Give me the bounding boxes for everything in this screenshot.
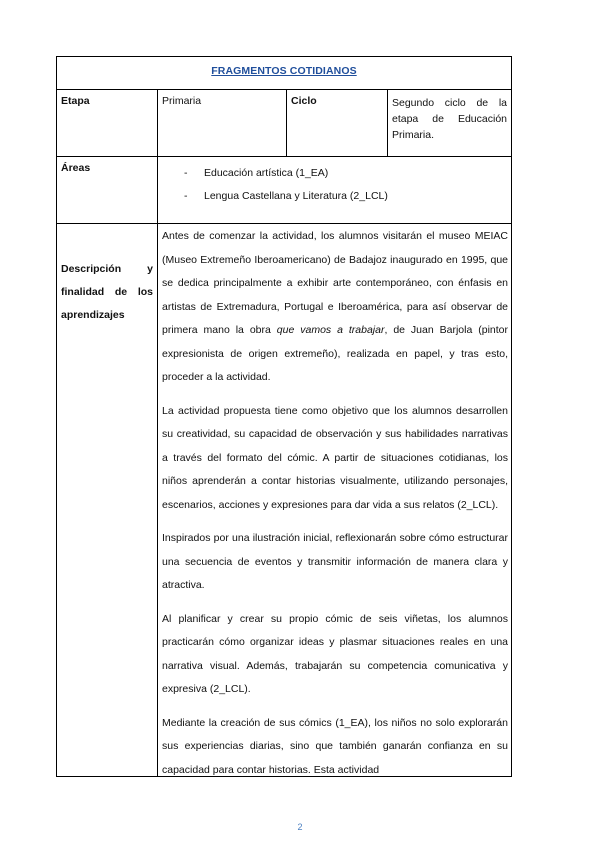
paragraph-1-text-end: , de Juan Barjola (pintor expresionista de origen extremeño), realizada en papel, y tras esto, proceder a la actividad. xyxy=(162,324,508,383)
areas-row xyxy=(57,157,512,224)
area-item: - Educación artística (1_EA) xyxy=(184,162,507,185)
descripcion-label: Descripción y finalidad de los aprendizajes xyxy=(57,224,158,777)
areas-label: Áreas xyxy=(57,157,158,224)
areas-list xyxy=(162,162,507,208)
ciclo-label: Ciclo xyxy=(287,90,388,157)
paragraph-5: Mediante la creación de sus cómics (1_EA), los niños no solo explorarán sus experiencias diarias, sino que también ganarán confianza en su capacidad para contar historias. Esta actividad xyxy=(162,716,508,776)
paragraph-3: Inspirados por una ilustración inicial, reflexionarán sobre cómo estructurar una secuencia de eventos y transmitir información de manera clara y atractiva. xyxy=(162,532,508,591)
page-number: 2 xyxy=(297,822,303,832)
document-title: FRAGMENTOS COTIDIANOS xyxy=(211,65,357,77)
activity-table xyxy=(56,56,512,777)
paragraph-1 xyxy=(162,225,508,390)
etapa-row xyxy=(57,90,512,157)
area-item: - Lengua Castellana y Literatura (2_LCL) xyxy=(184,185,507,208)
italic-text: que vamos a trabajar xyxy=(276,324,385,336)
paragraph-1-text: Antes de comenzar la actividad, los alumnos visitarán el museo MEIAC (Museo Extremeño Iberoamericano) de Badajoz inaugurado en 1995, que se dedica principalmente a exhibir arte contemporáneo, con énfasis en artistas de Extremadura, Portugal e Iberoamérica, para así observar de primera mano la obra xyxy=(162,230,508,336)
descripcion-text xyxy=(162,224,508,776)
etapa-value: Primaria xyxy=(158,90,287,157)
paragraph-4: Al planificar y crear su propio cómic de seis viñetas, los alumnos practicarán cómo organizar ideas y plasmar situaciones reales en una narrativa visual. Además, trabajarán su competencia comunicativa y expresiva (2_LCL). xyxy=(162,612,508,695)
title-cell xyxy=(57,57,512,90)
descripcion-row xyxy=(57,224,512,777)
title-row xyxy=(57,57,512,90)
areas-cell xyxy=(158,157,512,224)
descripcion-cell xyxy=(158,224,512,777)
etapa-label: Etapa xyxy=(57,90,158,157)
ciclo-value: Segundo ciclo de la etapa de Educación Primaria. xyxy=(388,90,512,157)
paragraph-2: La actividad propuesta tiene como objetivo que los alumnos desarrollen su creatividad, su capacidad de observación y sus habilidades narrativas a través del formato del cómic. A partir de situaciones cotidianas, los niños aprenderán a contar historias visualmente, utilizando personajes, escenarios, acciones y expresiones para dar vida a sus relatos (2_LCL). xyxy=(162,404,508,511)
